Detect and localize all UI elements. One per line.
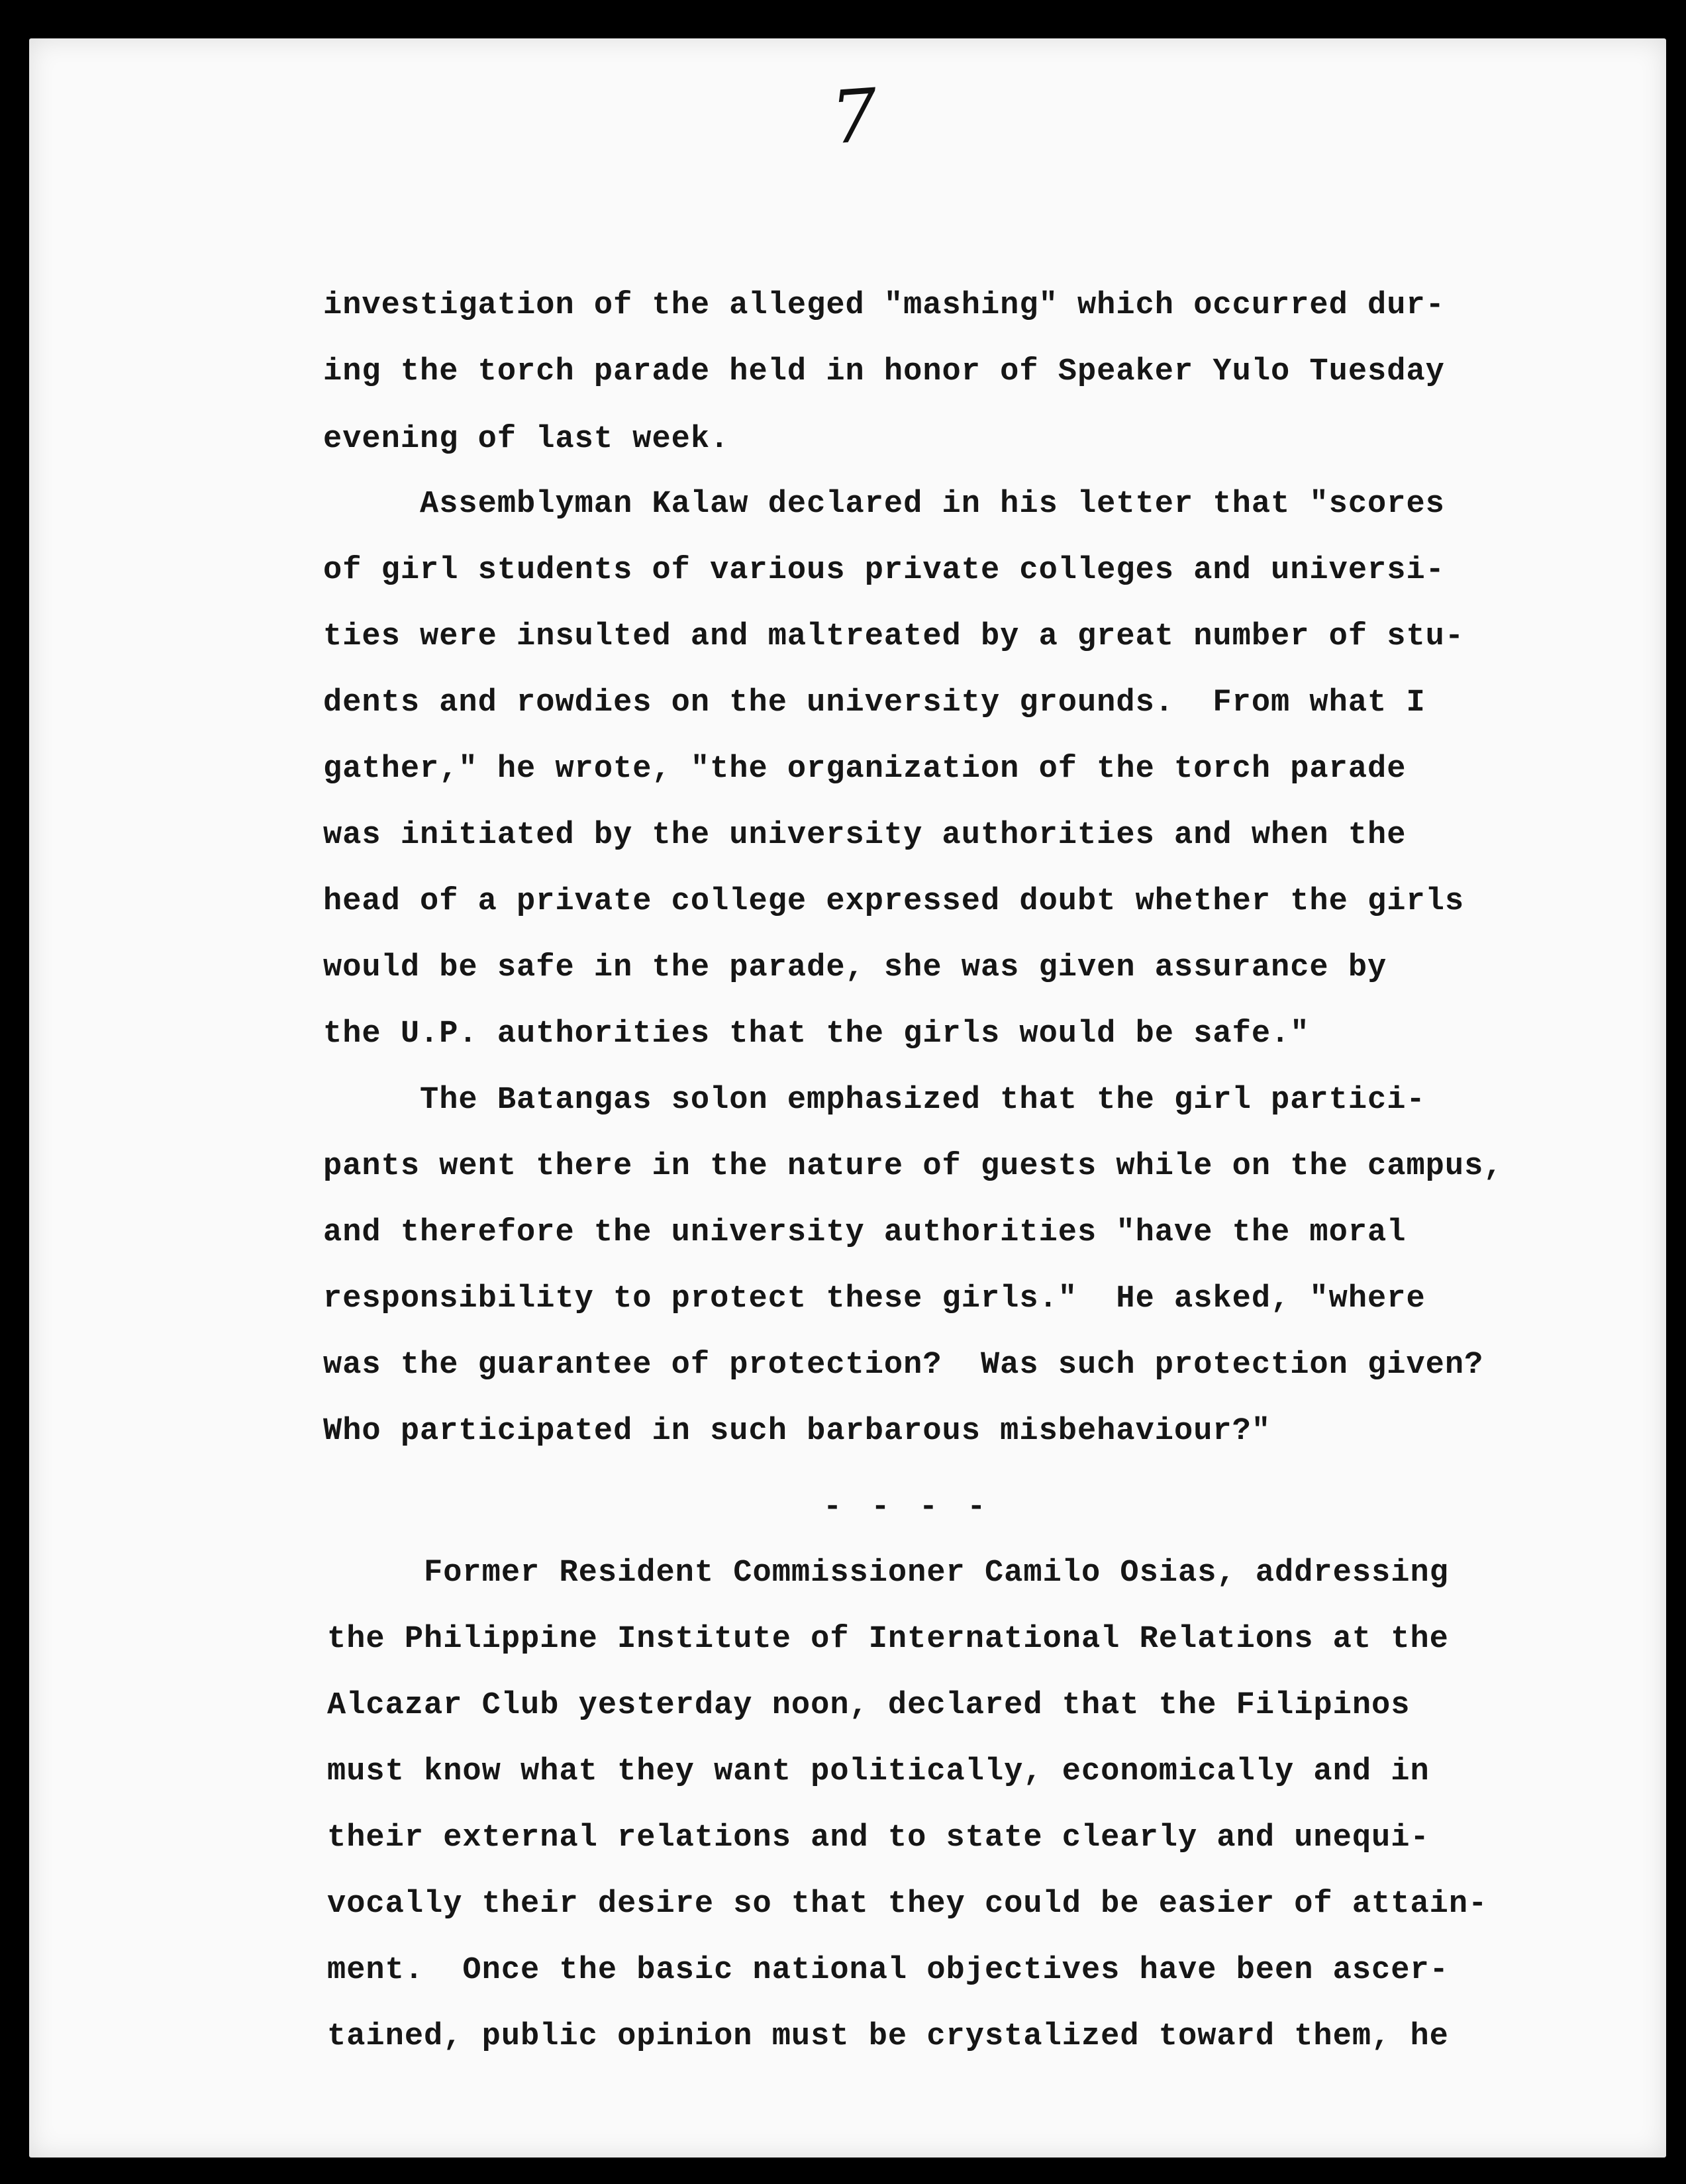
text-line: ties were insulted and maltreated by a great number of stu- [323,619,1465,654]
text-line: investigation of the alleged "mashing" which occurred dur- [323,288,1445,323]
text-line: the U.P. authorities that the girls would be safe." [323,1017,1310,1052]
text-line: head of a private college expressed doubt whether the girls [323,884,1465,919]
text-line: Alcazar Club yesterday noon, declared that the Filipinos [327,1688,1411,1723]
text-line: ing the torch parade held in honor of Speaker Yulo Tuesday [323,354,1445,389]
text-line: was the guarantee of protection? Was such protection given? [323,1348,1484,1383]
text-line: their external relations and to state clearly and unequi- [327,1820,1430,1856]
text-line: Former Resident Commissioner Camilo Osias, addressing [327,1556,1449,1591]
text-line: would be safe in the parade, she was given assurance by [323,950,1387,985]
text-line: and therefore the university authorities "have the moral [323,1215,1407,1250]
text-line: The Batangas solon emphasized that the girl partici- [323,1083,1426,1118]
text-line: ment. Once the basic national objectives have been ascer- [327,1953,1449,1988]
text-line: of girl students of various private colleges and universi- [323,553,1445,588]
text-line: pants went there in the nature of guests while on the campus, [323,1149,1503,1184]
text-line: Who participated in such barbarous misbehaviour?" [323,1414,1271,1449]
text-line: evening of last week. [323,422,730,457]
text-line: dents and rowdies on the university grounds. From what I [323,685,1426,720]
text-line: vocally their desire so that they could be easier of attain- [327,1887,1488,1922]
text-line: responsibility to protect these girls." He asked, "where [323,1281,1426,1316]
text-line: must know what they want politically, economically and in [327,1754,1430,1789]
section-separator: - - - - [823,1490,991,1525]
text-line: was initiated by the university authorities and when the [323,818,1407,853]
text-line: tained, public opinion must be crystalized toward them, he [327,2019,1449,2054]
page-number: 7 [828,72,881,161]
text-line: Assemblyman Kalaw declared in his letter that "scores [323,487,1445,522]
text-line: gather," he wrote, "the organization of the torch parade [323,752,1407,787]
text-line: the Philippine Institute of International Relations at the [327,1622,1449,1657]
